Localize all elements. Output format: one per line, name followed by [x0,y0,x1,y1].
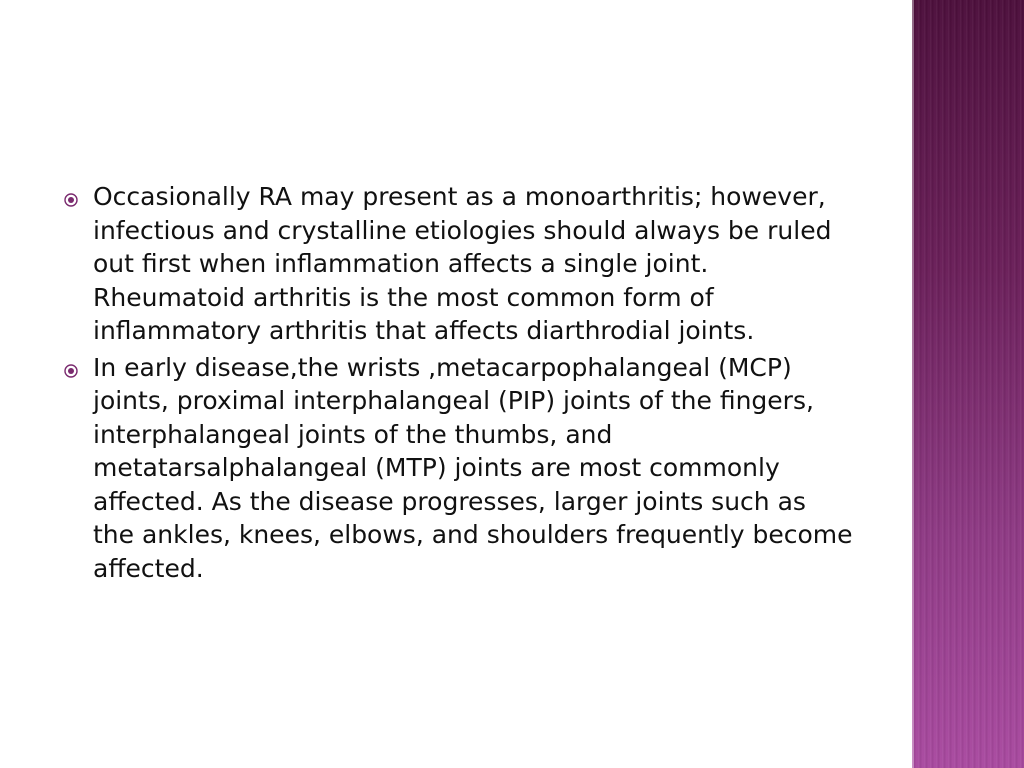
side-band-edge [912,0,914,768]
slide-content [64,180,854,588]
bullet-list [64,180,854,585]
bullet-text: Occasionally RA may present as a monoarthritis; however, infectious and crystalline etiologies should always be ruled out first when inflammation affects a single joint. Rheumatoid arthritis is the most common form of inflammatory arthritis that affects diarthrodial joints. [93,182,832,345]
bullet-text: In early disease,the wrists ,metacarpophalangeal (MCP) joints, proximal interphalangeal (PIP) joints of the fingers, interphalangeal joints of the thumbs, and metatarsalphalangeal (MTP) joints are most commonly affected. As the disease progresses, larger joints such as the ankles, knees, elbows, and shoulders frequently become affected. [93,352,853,583]
circled-dot-icon [64,364,78,378]
bullet-item [64,351,854,586]
circled-dot-icon [64,193,78,207]
bullet-item [64,180,854,348]
decorative-side-band [912,0,1024,768]
side-band-texture [912,0,1024,768]
